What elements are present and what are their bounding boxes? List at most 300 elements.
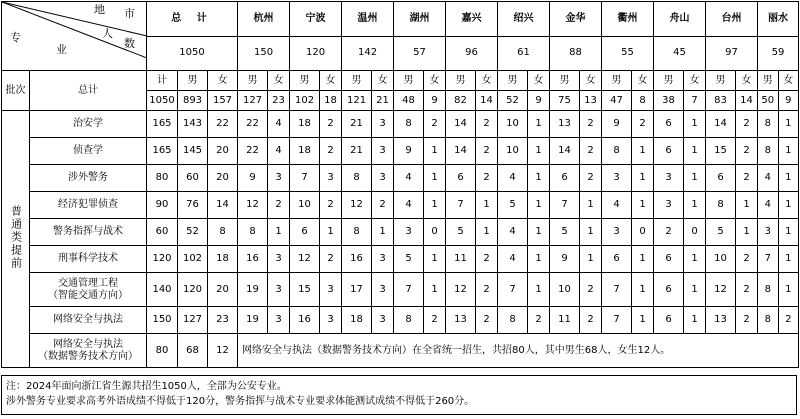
value-cell: 2 — [320, 192, 342, 219]
value-cell: 1 — [372, 219, 394, 246]
total-cell: 23 — [268, 91, 290, 111]
value-cell: 2 — [632, 111, 654, 138]
value-cell: 5 — [706, 219, 736, 246]
footnote-line-2: 涉外警务专业要求高考外语成绩不得低于120分，警务指挥与战术专业要求体能测试成绩不得低于260分。 — [6, 396, 475, 407]
col-header-female-1: 女 — [320, 71, 342, 91]
value-cell: 3 — [372, 273, 394, 307]
value-cell: 12 — [290, 246, 320, 273]
value-cell: 7 — [550, 192, 580, 219]
value-cell: 52 — [178, 219, 208, 246]
batch-label: 批次 — [2, 71, 30, 111]
value-cell: 18 — [290, 138, 320, 165]
col-header-female-7: 女 — [632, 71, 654, 91]
value-cell: 5 — [498, 192, 528, 219]
value-cell: 1 — [778, 138, 799, 165]
table-row — [2, 111, 799, 138]
enrollment-plan-table-wrap — [1, 1, 799, 417]
table-row — [2, 246, 799, 273]
value-cell: 1 — [528, 246, 550, 273]
total-row-label: 总计 — [30, 71, 147, 111]
value-cell: 2 — [476, 138, 498, 165]
value-cell: 8 — [394, 111, 424, 138]
value-cell: 6 — [290, 219, 320, 246]
value-cell: 1 — [424, 165, 446, 192]
value-cell: 1 — [684, 138, 706, 165]
value-cell: 1 — [528, 138, 550, 165]
value-cell: 1 — [424, 192, 446, 219]
value-cell: 76 — [178, 192, 208, 219]
value-cell: 2 — [736, 138, 758, 165]
total-cell: 9 — [424, 91, 446, 111]
city-header-3: 湖州 — [394, 2, 446, 37]
col-header-female-9: 女 — [736, 71, 758, 91]
footnote — [1, 375, 797, 415]
value-cell: 4 — [758, 192, 778, 219]
value-cell: 1 — [528, 192, 550, 219]
value-cell: 1 — [580, 192, 602, 219]
value-cell: 1 — [684, 246, 706, 273]
value-cell: 1 — [684, 111, 706, 138]
value-cell: 10 — [498, 111, 528, 138]
value-cell: 8 — [602, 138, 632, 165]
total-cell: 21 — [372, 91, 394, 111]
value-cell: 2 — [528, 307, 550, 334]
value-cell: 18 — [208, 246, 238, 273]
value-cell: 2 — [778, 307, 799, 334]
value-cell: 3 — [758, 219, 778, 246]
value-cell: 6 — [550, 165, 580, 192]
value-cell: 10 — [290, 192, 320, 219]
major-name: 涉外警务 — [30, 165, 147, 192]
city-total-4: 96 — [446, 36, 498, 71]
diag-label-shi: 市 — [124, 7, 135, 20]
city-header-8: 舟山 — [654, 2, 706, 37]
remark-cell: 网络安全与执法（数据警务技术方向）在全省统一招生，共招80人，其中男生68人，女生12人。 — [238, 334, 799, 368]
value-cell: 17 — [342, 273, 372, 307]
value-cell: 1 — [320, 219, 342, 246]
total-cell: 82 — [446, 91, 476, 111]
value-cell: 8 — [394, 307, 424, 334]
diag-label-zhuan: 专 — [10, 31, 21, 44]
value-cell: 4 — [268, 138, 290, 165]
value-cell: 2 — [372, 192, 394, 219]
value-cell: 1 — [528, 111, 550, 138]
value-cell: 15 — [290, 273, 320, 307]
city-header-5: 绍兴 — [498, 2, 550, 37]
value-cell: 102 — [178, 246, 208, 273]
value-cell: 3 — [372, 111, 394, 138]
total-cell: 47 — [602, 91, 632, 111]
value-cell: 7 — [498, 273, 528, 307]
value-cell: 165 — [147, 138, 178, 165]
value-cell: 12 — [342, 192, 372, 219]
value-cell: 22 — [208, 111, 238, 138]
diag-label-di: 地 — [94, 3, 105, 16]
value-cell: 23 — [208, 307, 238, 334]
value-cell: 5 — [446, 219, 476, 246]
value-cell: 2 — [476, 307, 498, 334]
value-cell: 2 — [580, 273, 602, 307]
col-header-female-8: 女 — [684, 71, 706, 91]
col-header-female-4: 女 — [476, 71, 498, 91]
value-cell: 4 — [758, 165, 778, 192]
value-cell: 12 — [208, 334, 238, 368]
col-header-male-2: 男 — [342, 71, 372, 91]
value-cell: 2 — [736, 273, 758, 307]
value-cell: 14 — [208, 192, 238, 219]
value-cell: 8 — [342, 165, 372, 192]
table-row — [2, 192, 799, 219]
value-cell: 1 — [778, 111, 799, 138]
col-header-female-2: 女 — [372, 71, 394, 91]
col-header-male: 男 — [178, 71, 208, 91]
value-cell: 12 — [706, 273, 736, 307]
value-cell: 2 — [320, 138, 342, 165]
value-cell: 1 — [632, 138, 654, 165]
value-cell: 3 — [372, 165, 394, 192]
major-name: 侦查学 — [30, 138, 147, 165]
total-cell: 9 — [778, 91, 799, 111]
value-cell: 9 — [550, 246, 580, 273]
value-cell: 1 — [424, 246, 446, 273]
city-total-1: 120 — [290, 36, 342, 71]
value-cell: 8 — [706, 192, 736, 219]
value-cell: 1 — [778, 246, 799, 273]
table-row — [2, 219, 799, 246]
table-row — [2, 334, 799, 368]
city-header-2: 温州 — [342, 2, 394, 37]
value-cell: 140 — [147, 273, 178, 307]
value-cell: 3 — [602, 219, 632, 246]
table-row — [2, 165, 799, 192]
value-cell: 8 — [208, 219, 238, 246]
value-cell: 2 — [268, 192, 290, 219]
total-cell: 121 — [342, 91, 372, 111]
value-cell: 2 — [736, 246, 758, 273]
value-cell: 18 — [342, 307, 372, 334]
value-cell: 1 — [580, 246, 602, 273]
value-cell: 16 — [342, 246, 372, 273]
value-cell: 8 — [758, 138, 778, 165]
diagonal-header-cell — [2, 2, 147, 71]
value-cell: 2 — [580, 111, 602, 138]
total-cell: 893 — [178, 91, 208, 111]
value-cell: 1 — [778, 273, 799, 307]
total-cell: 38 — [654, 91, 684, 111]
value-cell: 1 — [778, 219, 799, 246]
value-cell: 9 — [238, 165, 268, 192]
col-header-female: 女 — [208, 71, 238, 91]
value-cell: 4 — [602, 192, 632, 219]
col-header-male-7: 男 — [602, 71, 632, 91]
value-cell: 8 — [498, 307, 528, 334]
value-cell: 0 — [684, 219, 706, 246]
city-header-10: 丽水 — [758, 2, 799, 37]
value-cell: 21 — [342, 138, 372, 165]
total-cell: 18 — [320, 91, 342, 111]
col-header-total: 计 — [147, 71, 178, 91]
value-cell: 5 — [550, 219, 580, 246]
value-cell: 2 — [476, 246, 498, 273]
value-cell: 1 — [580, 219, 602, 246]
value-cell: 1 — [684, 192, 706, 219]
table-row — [2, 138, 799, 165]
value-cell: 3 — [268, 246, 290, 273]
enrollment-plan-table — [1, 1, 799, 368]
value-cell: 8 — [238, 219, 268, 246]
value-cell: 60 — [178, 165, 208, 192]
value-cell: 16 — [238, 246, 268, 273]
city-total-6: 88 — [550, 36, 602, 71]
value-cell: 20 — [208, 138, 238, 165]
value-cell: 10 — [550, 273, 580, 307]
value-cell: 127 — [178, 307, 208, 334]
value-cell: 14 — [706, 111, 736, 138]
value-cell: 1 — [632, 246, 654, 273]
city-total-10: 59 — [758, 36, 799, 71]
value-cell: 11 — [446, 246, 476, 273]
major-name: 网络安全与执法 — [30, 307, 147, 334]
value-cell: 1 — [778, 192, 799, 219]
major-name: 警务指挥与战术 — [30, 219, 147, 246]
diag-label-shu: 数 — [124, 37, 135, 50]
city-header-1: 宁波 — [290, 2, 342, 37]
value-cell: 7 — [394, 273, 424, 307]
city-total-3: 57 — [394, 36, 446, 71]
value-cell: 7 — [758, 246, 778, 273]
col-header-female-0: 女 — [268, 71, 290, 91]
value-cell: 6 — [654, 273, 684, 307]
major-name: 刑事科学技术 — [30, 246, 147, 273]
value-cell: 3 — [320, 165, 342, 192]
value-cell: 11 — [550, 307, 580, 334]
value-cell: 14 — [550, 138, 580, 165]
value-cell: 8 — [758, 273, 778, 307]
value-cell: 6 — [654, 246, 684, 273]
city-total-0: 150 — [238, 36, 290, 71]
value-cell: 7 — [602, 273, 632, 307]
value-cell: 6 — [446, 165, 476, 192]
value-cell: 3 — [320, 273, 342, 307]
value-cell: 4 — [394, 192, 424, 219]
value-cell: 4 — [268, 111, 290, 138]
value-cell: 1 — [736, 192, 758, 219]
value-cell: 18 — [290, 111, 320, 138]
value-cell: 3 — [372, 307, 394, 334]
value-cell: 1 — [268, 219, 290, 246]
value-cell: 1 — [528, 219, 550, 246]
value-cell: 1 — [424, 138, 446, 165]
value-cell: 2 — [580, 307, 602, 334]
value-cell: 143 — [178, 111, 208, 138]
value-cell: 2 — [476, 273, 498, 307]
value-cell: 10 — [498, 138, 528, 165]
value-cell: 4 — [394, 165, 424, 192]
col-header-male-4: 男 — [446, 71, 476, 91]
value-cell: 14 — [446, 138, 476, 165]
col-header-male-9: 男 — [706, 71, 736, 91]
value-cell: 22 — [238, 111, 268, 138]
total-cell: 1050 — [147, 91, 178, 111]
value-cell: 4 — [498, 246, 528, 273]
value-cell: 120 — [147, 246, 178, 273]
value-cell: 4 — [498, 219, 528, 246]
value-cell: 145 — [178, 138, 208, 165]
city-total-7: 55 — [602, 36, 654, 71]
value-cell: 6 — [602, 246, 632, 273]
value-cell: 2 — [736, 165, 758, 192]
major-name: 经济犯罪侦查 — [30, 192, 147, 219]
value-cell: 8 — [758, 111, 778, 138]
total-cell: 157 — [208, 91, 238, 111]
total-cell: 7 — [684, 91, 706, 111]
value-cell: 0 — [632, 219, 654, 246]
col-header-female-6: 女 — [580, 71, 602, 91]
value-cell: 2 — [476, 165, 498, 192]
value-cell: 1 — [632, 165, 654, 192]
value-cell: 3 — [268, 273, 290, 307]
value-cell: 16 — [290, 307, 320, 334]
batch-cell — [2, 111, 30, 368]
total-cell: 14 — [476, 91, 498, 111]
value-cell: 6 — [654, 138, 684, 165]
col-header-male-5: 男 — [498, 71, 528, 91]
total-cell: 9 — [528, 91, 550, 111]
value-cell: 3 — [394, 219, 424, 246]
total-cell: 50 — [758, 91, 778, 111]
value-cell: 1 — [684, 273, 706, 307]
value-cell: 7 — [290, 165, 320, 192]
value-cell: 6 — [654, 307, 684, 334]
major-name: 治安学 — [30, 111, 147, 138]
value-cell: 20 — [208, 273, 238, 307]
total-cell: 102 — [290, 91, 320, 111]
value-cell: 1 — [528, 165, 550, 192]
city-total-2: 142 — [342, 36, 394, 71]
value-cell: 80 — [147, 165, 178, 192]
value-cell: 1 — [632, 307, 654, 334]
col-header-male-10: 男 — [758, 71, 778, 91]
value-cell: 19 — [238, 307, 268, 334]
col-header-male-8: 男 — [654, 71, 684, 91]
value-cell: 12 — [446, 273, 476, 307]
major-name: 交通管理工程 （智能交通方向） — [30, 273, 147, 307]
value-cell: 1 — [684, 165, 706, 192]
value-cell: 1 — [424, 273, 446, 307]
value-cell: 21 — [342, 111, 372, 138]
value-cell: 68 — [178, 334, 208, 368]
value-cell: 3 — [654, 165, 684, 192]
city-total-5: 61 — [498, 36, 550, 71]
value-cell: 3 — [268, 165, 290, 192]
table-row — [2, 273, 799, 307]
city-header-6: 金华 — [550, 2, 602, 37]
value-cell: 165 — [147, 111, 178, 138]
value-cell: 120 — [178, 273, 208, 307]
value-cell: 1 — [684, 307, 706, 334]
value-cell: 6 — [706, 165, 736, 192]
footnote-line-1: 注：2024年面向浙江省生源共招生1050人，全部为公安专业。 — [6, 381, 287, 392]
value-cell: 6 — [654, 111, 684, 138]
value-cell: 2 — [320, 111, 342, 138]
value-cell: 3 — [372, 246, 394, 273]
col-header-male-6: 男 — [550, 71, 580, 91]
value-cell: 1 — [632, 192, 654, 219]
value-cell: 8 — [758, 307, 778, 334]
value-cell: 13 — [550, 111, 580, 138]
value-cell: 1 — [476, 219, 498, 246]
total-cell: 13 — [580, 91, 602, 111]
diag-label-ren: 人 — [102, 27, 113, 40]
value-cell: 19 — [238, 273, 268, 307]
value-cell: 22 — [238, 138, 268, 165]
value-cell: 80 — [147, 334, 178, 368]
total-value: 1050 — [147, 36, 238, 71]
value-cell: 2 — [476, 111, 498, 138]
value-cell: 9 — [602, 111, 632, 138]
city-total-8: 45 — [654, 36, 706, 71]
total-cell: 8 — [632, 91, 654, 111]
diag-label-ye: 业 — [56, 43, 67, 56]
total-cell: 83 — [706, 91, 736, 111]
value-cell: 90 — [147, 192, 178, 219]
col-header-male-1: 男 — [290, 71, 320, 91]
batch-text: 普通类提前 — [9, 204, 23, 270]
value-cell: 2 — [580, 165, 602, 192]
value-cell: 2 — [736, 307, 758, 334]
value-cell: 1 — [632, 273, 654, 307]
value-cell: 2 — [654, 219, 684, 246]
value-cell: 20 — [208, 165, 238, 192]
value-cell: 7 — [446, 192, 476, 219]
value-cell: 9 — [394, 138, 424, 165]
city-header-7: 衢州 — [602, 2, 654, 37]
value-cell: 2 — [736, 111, 758, 138]
value-cell: 5 — [394, 246, 424, 273]
value-cell: 2 — [424, 307, 446, 334]
value-cell: 2 — [424, 111, 446, 138]
value-cell: 2 — [580, 138, 602, 165]
value-cell: 3 — [320, 307, 342, 334]
value-cell: 3 — [602, 165, 632, 192]
city-total-9: 97 — [706, 36, 758, 71]
value-cell: 2 — [320, 246, 342, 273]
city-header-4: 嘉兴 — [446, 2, 498, 37]
value-cell: 8 — [342, 219, 372, 246]
value-cell: 3 — [268, 307, 290, 334]
total-cell: 48 — [394, 91, 424, 111]
value-cell: 15 — [706, 138, 736, 165]
value-cell: 1 — [528, 273, 550, 307]
value-cell: 1 — [778, 165, 799, 192]
value-cell: 150 — [147, 307, 178, 334]
value-cell: 14 — [446, 111, 476, 138]
value-cell: 60 — [147, 219, 178, 246]
col-header-female-5: 女 — [528, 71, 550, 91]
total-cell: 75 — [550, 91, 580, 111]
city-header-9: 台州 — [706, 2, 758, 37]
value-cell: 0 — [424, 219, 446, 246]
total-cell: 52 — [498, 91, 528, 111]
col-header-male-3: 男 — [394, 71, 424, 91]
value-cell: 12 — [238, 192, 268, 219]
total-header: 总 计 — [147, 2, 238, 37]
value-cell: 4 — [498, 165, 528, 192]
value-cell: 10 — [706, 246, 736, 273]
col-header-male-0: 男 — [238, 71, 268, 91]
col-header-female-3: 女 — [424, 71, 446, 91]
value-cell: 3 — [372, 138, 394, 165]
